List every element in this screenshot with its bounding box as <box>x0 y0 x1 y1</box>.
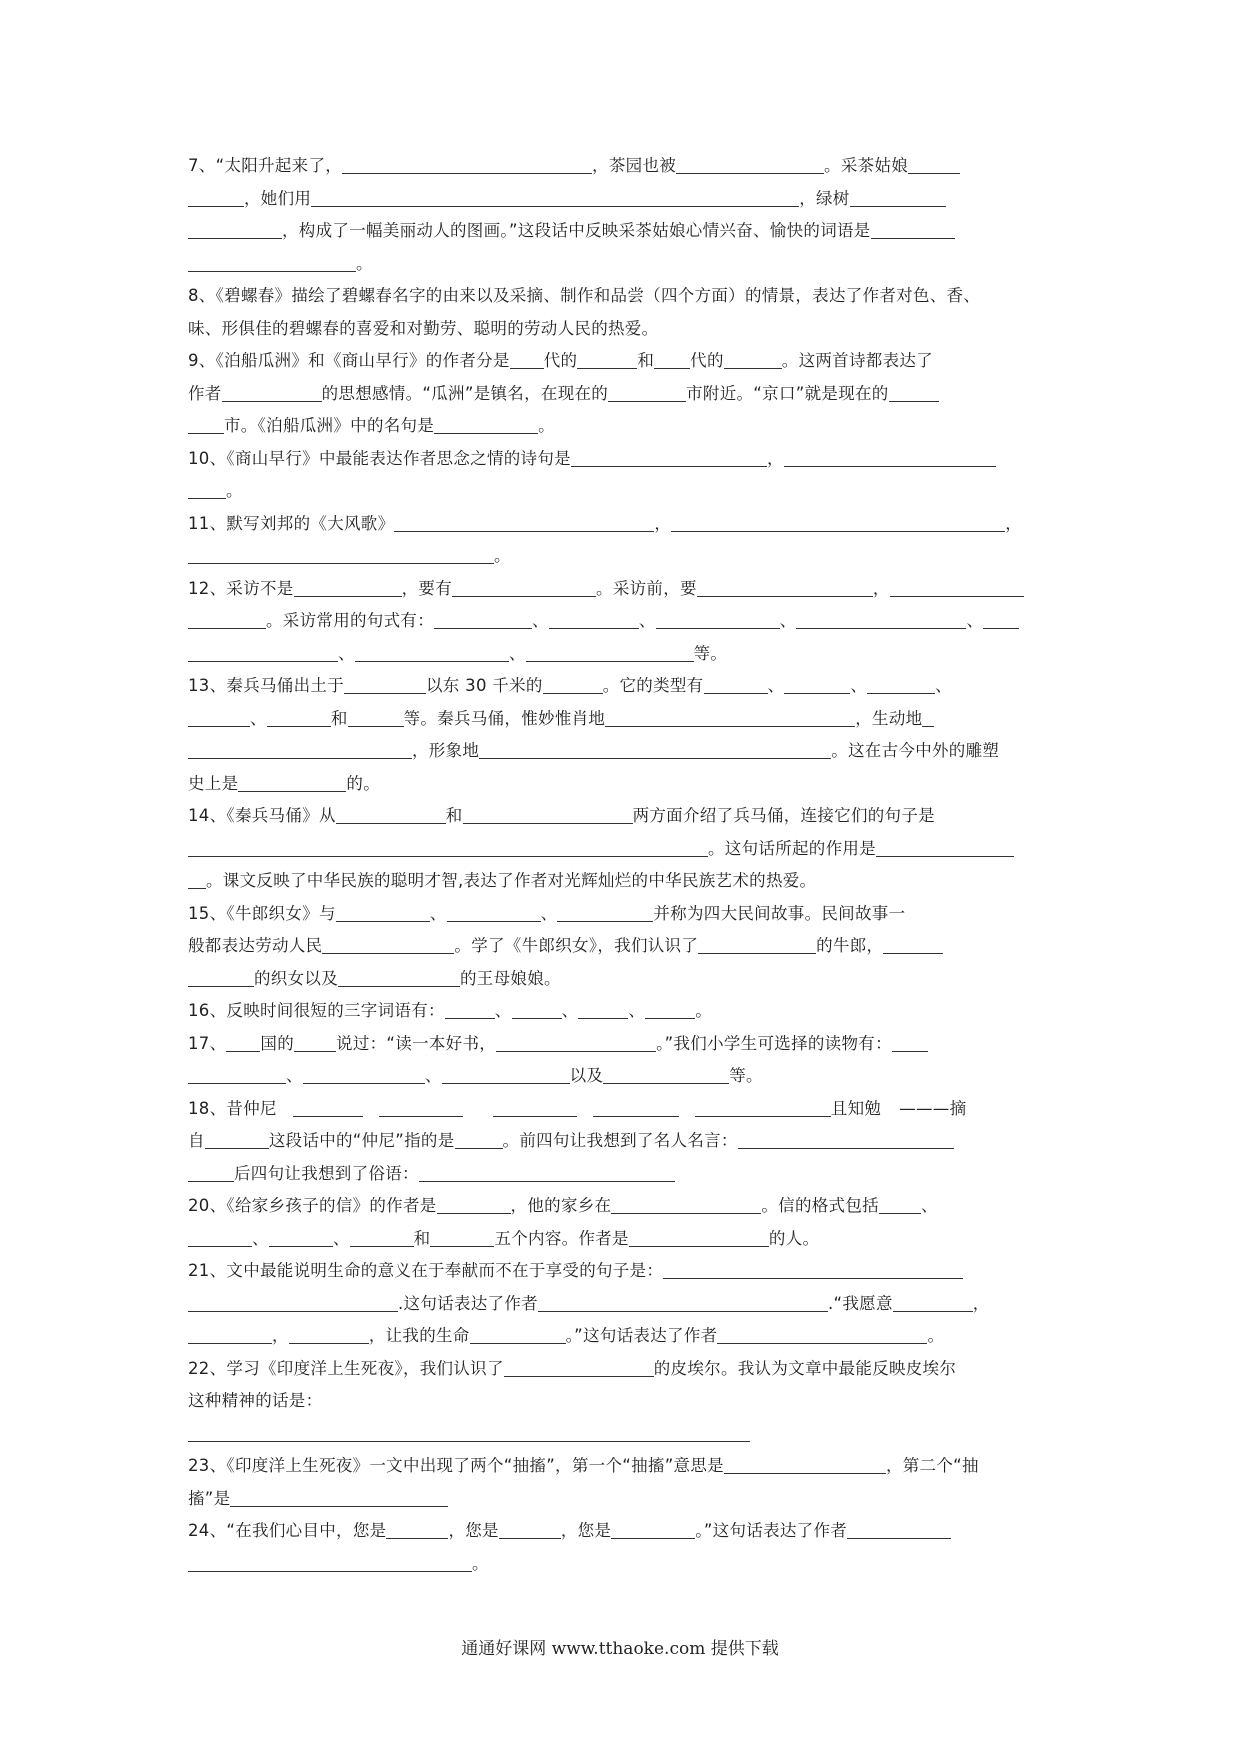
q15-blank-7[interactable] <box>338 964 460 987</box>
q10-blank-2b[interactable] <box>188 476 226 499</box>
q9-blank-5[interactable] <box>222 379 322 402</box>
q13-blank-9[interactable] <box>605 704 855 727</box>
q12-blank-4b[interactable] <box>188 606 266 629</box>
q7-blank-6[interactable] <box>871 216 955 239</box>
q7-blank-4[interactable] <box>311 184 799 207</box>
q10-line-1: 10、《商山早行》中最能表达作者思念之情的诗句是 ， <box>188 443 1058 476</box>
q15-blank-2[interactable] <box>447 899 541 922</box>
q18-blank-3[interactable] <box>493 1094 577 1117</box>
q11-blank-2[interactable] <box>671 509 1005 532</box>
q16-blank-4[interactable] <box>645 996 695 1019</box>
q17-blank-4b[interactable] <box>188 1061 286 1084</box>
q7-line-4: 。 <box>188 248 1058 281</box>
q15-line-2: 般都表达劳动人民 。学了《牛郎织女》，我们认识了 的牛郎， <box>188 930 1058 963</box>
q18-blank-9[interactable] <box>419 1159 675 1182</box>
q11-blank-1[interactable] <box>394 509 654 532</box>
q15-blank-1[interactable] <box>336 899 430 922</box>
q13-blank-10b[interactable] <box>188 736 412 759</box>
q20-blank-4[interactable] <box>188 1224 252 1247</box>
q21-line-1: 21、文中最能说明生命的意义在于奉献而不在于享受的句子是： <box>188 1255 1058 1288</box>
q18-blank-5[interactable] <box>695 1094 831 1117</box>
q13-blank-12[interactable] <box>238 769 346 792</box>
q7-blank-5b[interactable] <box>188 216 282 239</box>
q12-blank-2[interactable] <box>452 574 596 597</box>
q16-blank-1[interactable] <box>445 996 495 1019</box>
q12-blank-10[interactable] <box>355 639 509 662</box>
q24-blank-4b[interactable] <box>188 1549 472 1572</box>
q21-line-3: ， ，让我的生命 。”这句话表达了作者 。 <box>188 1320 1058 1353</box>
q18-blank-6[interactable] <box>205 1126 269 1149</box>
q12-blank-1[interactable] <box>294 574 402 597</box>
q9-blank-6[interactable] <box>608 379 686 402</box>
q23-line-1: 23、《印度洋上生死夜》一文中出现了两个“抽搐”，第一个“抽搐”意思是 ，第二个“抽 <box>188 1450 1058 1483</box>
q14-blank-4[interactable] <box>876 834 1014 857</box>
q12-blank-9[interactable] <box>983 606 1019 629</box>
q13-line-1: 13、秦兵马俑出土于 以东 30 千米的 。它的类型有 、 、 、 <box>188 670 1058 703</box>
q15-blank-6b[interactable] <box>188 964 254 987</box>
q20-blank-1[interactable] <box>437 1191 511 1214</box>
q21-blank-3[interactable] <box>893 1289 973 1312</box>
q14-line-1: 14、《秦兵马俑》从 和 两方面介绍了兵马俑，连接它们的句子是 <box>188 800 1058 833</box>
q13-blank-6[interactable] <box>188 704 250 727</box>
q13-blank-7[interactable] <box>267 704 331 727</box>
q11-line-1: 11、默写刘邦的《大风歌》 ， ， <box>188 508 1058 541</box>
q13-line-4: 史上是 的。 <box>188 768 1058 801</box>
q9-line-1: 9、《泊船瓜洲》和《商山早行》的作者分是 代的 和 代的 。这两首诗都表达了 <box>188 345 1058 378</box>
q17-line-1: 17、 国的 说过：“读一本好书， 。”我们小学生可选择的读物有： <box>188 1028 1058 1061</box>
q8-line-1: 8、《碧螺春》描绘了碧螺春名字的由来以及采摘、制作和品尝（四个方面）的情景，表达了作者对色、香、 <box>188 286 981 305</box>
q10-blank-1[interactable] <box>571 444 767 467</box>
q14-blank-4b[interactable] <box>188 866 206 889</box>
q22-line-3 <box>188 1418 1058 1451</box>
q18-blank-2[interactable] <box>379 1094 463 1117</box>
q12-line-1: 12、采访不是 ，要有 。采访前，要 ， <box>188 573 1058 606</box>
q24-line-2: 。 <box>188 1548 1058 1581</box>
q20-blank-6[interactable] <box>350 1224 414 1247</box>
q18-blank-4[interactable] <box>593 1094 679 1117</box>
q20-blank-7[interactable] <box>430 1224 494 1247</box>
q11-line-2: 。 <box>188 540 1058 573</box>
q22-line-2: 这种精神的话是： <box>188 1391 323 1410</box>
q16-blank-3[interactable] <box>578 996 628 1019</box>
q9-blank-7b[interactable] <box>188 411 224 434</box>
q23-line-2: 搐”是 <box>188 1483 1058 1516</box>
q13-blank-11[interactable] <box>479 736 831 759</box>
q14-blank-1[interactable] <box>336 801 446 824</box>
q13-line-2: 、 和 等。秦兵马俑，惟妙惟肖地 ，生动地 <box>188 703 1058 736</box>
q21-line-2: .这句话表达了作者 .“我愿意 ， <box>188 1288 1058 1321</box>
q7-line-1: 7、“太阳升起来了， ，茶园也被 。采茶姑娘 <box>188 150 1058 183</box>
q24-blank-3[interactable] <box>611 1516 695 1539</box>
q7-line-3: ，构成了一幅美丽动人的图画。”这段话中反映采茶姑娘心情兴奋、愉快的词语是 <box>188 215 1058 248</box>
q21-blank-1b[interactable] <box>188 1289 398 1312</box>
q15-blank-5[interactable] <box>698 931 816 954</box>
q21-blank-7[interactable] <box>717 1321 927 1344</box>
q12-blank-3[interactable] <box>697 574 873 597</box>
page-footer: 通通好课网 www.tthaoke.com 提供下载 <box>461 1639 779 1659</box>
q12-blank-8[interactable] <box>796 606 966 629</box>
q15-blank-3[interactable] <box>557 899 653 922</box>
q24-blank-4[interactable] <box>847 1516 951 1539</box>
q12-blank-9b[interactable] <box>188 639 338 662</box>
q7-blank-5[interactable] <box>850 184 946 207</box>
q13-blank-2[interactable] <box>543 671 603 694</box>
q12-line-2: 。采访常用的句式有： 、 、 、 、 <box>188 605 1058 638</box>
q10-line-2: 。 <box>188 475 1058 508</box>
q21-blank-5[interactable] <box>289 1321 369 1344</box>
q20-blank-8[interactable] <box>629 1224 769 1247</box>
q9-blank-4[interactable] <box>724 346 782 369</box>
q9-line-3: 市。《泊船瓜洲》中的名句是 。 <box>188 410 1058 443</box>
q9-blank-3[interactable] <box>654 346 690 369</box>
q21-blank-2[interactable] <box>538 1289 828 1312</box>
q13-blank-3[interactable] <box>704 671 768 694</box>
q23-blank-2[interactable] <box>230 1484 448 1507</box>
q20-blank-2[interactable] <box>611 1191 761 1214</box>
q17-blank-4[interactable] <box>892 1029 928 1052</box>
q17-blank-5[interactable] <box>303 1061 425 1084</box>
q17-blank-7[interactable] <box>603 1061 729 1084</box>
q13-blank-8[interactable] <box>348 704 404 727</box>
q18-blank-8[interactable] <box>738 1126 954 1149</box>
q12-blank-7[interactable] <box>656 606 780 629</box>
q16-blank-2[interactable] <box>512 996 562 1019</box>
q7-line-2: ，她们用 ，绿树 <box>188 183 1058 216</box>
q18-blank-1[interactable] <box>293 1094 363 1117</box>
q14-line-3: 。课文反映了中华民族的聪明才智,表达了作者对光辉灿烂的中华民族艺术的热爱。 <box>188 865 1058 898</box>
q17-line-2: 、 、 以及 等。 <box>188 1060 1058 1093</box>
q17-blank-1[interactable] <box>226 1029 260 1052</box>
q22-blank-1[interactable] <box>504 1354 654 1377</box>
q15-blank-6[interactable] <box>883 931 943 954</box>
q21-blank-6[interactable] <box>470 1321 566 1344</box>
q18-line-3: 后四句让我想到了俗语： <box>188 1158 1058 1191</box>
q8-line-2: 味、形俱佳的碧螺春的喜爱和对勤劳、聪明的劳动人民的热爱。 <box>188 318 659 338</box>
q9-line-2: 作者 的思想感情。“瓜洲”是镇名，在现在的 市附近。“京口”就是现在的 <box>188 378 1058 411</box>
q17-blank-3[interactable] <box>496 1029 656 1052</box>
q18-blank-8b[interactable] <box>188 1159 234 1182</box>
q12-blank-6[interactable] <box>549 606 639 629</box>
q14-line-2: 。这句话所起的作用是 <box>188 833 1058 866</box>
q15-line-3: 的织女以及 的王母娘娘。 <box>188 963 1058 996</box>
q12-blank-11[interactable] <box>526 639 694 662</box>
q17-blank-2[interactable] <box>294 1029 336 1052</box>
q7-blank-2[interactable] <box>676 151 824 174</box>
q11-blank-3[interactable] <box>188 541 494 564</box>
q14-blank-2[interactable] <box>463 801 633 824</box>
q14-blank-3[interactable] <box>188 834 708 857</box>
q13-blank-10[interactable] <box>922 704 934 727</box>
q12-line-3: 、 、 等。 <box>188 638 1058 671</box>
q18-line-2: 自 这段话中的“仲尼”指的是 。前四句让我想到了名人名言： <box>188 1125 1058 1158</box>
q12-blank-5[interactable] <box>434 606 532 629</box>
q15-line-1: 15、《牛郎织女》与 、 、 并称为四大民间故事。民间故事一 <box>188 898 1058 931</box>
q22-blank-2[interactable] <box>188 1419 750 1442</box>
worksheet <box>188 150 1058 1580</box>
q9-blank-7[interactable] <box>889 379 939 402</box>
q24-blank-2[interactable] <box>499 1516 561 1539</box>
q7-blank-3[interactable] <box>908 151 960 174</box>
q7-blank-6b[interactable] <box>188 249 356 272</box>
q24-blank-1[interactable] <box>386 1516 448 1539</box>
q7-blank-1[interactable] <box>342 151 592 174</box>
q22-line-1: 22、学习《印度洋上生死夜》，我们认识了 的皮埃尔。我认为文章中最能反映皮埃尔 <box>188 1353 1058 1386</box>
q13-line-3: ，形象地 。这在古今中外的雕塑 <box>188 735 1058 768</box>
q13-blank-4[interactable] <box>784 671 850 694</box>
q18-blank-7[interactable] <box>455 1126 503 1149</box>
q10-blank-2[interactable] <box>784 444 996 467</box>
q20-blank-3[interactable] <box>879 1191 921 1214</box>
q9-blank-8[interactable] <box>434 411 538 434</box>
q21-blank-4[interactable] <box>188 1321 272 1344</box>
q7-blank-3b[interactable] <box>188 184 244 207</box>
q12-blank-4[interactable] <box>890 574 1024 597</box>
q16-line-1: 16、反映时间很短的三字词语有： 、 、 、 。 <box>188 995 1058 1028</box>
q21-blank-1[interactable] <box>663 1256 963 1279</box>
q9-blank-1[interactable] <box>510 346 544 369</box>
q18-line-1: 18、昔仲尼 且知勉 ———摘 <box>188 1093 1058 1126</box>
q20-line-2: 、 、 和 五个内容。作者是 的人。 <box>188 1223 1058 1256</box>
q23-blank-1[interactable] <box>724 1451 886 1474</box>
q20-blank-5[interactable] <box>269 1224 333 1247</box>
q13-blank-1[interactable] <box>344 671 426 694</box>
q20-line-1: 20、《给家乡孩子的信》的作者是 ，他的家乡在 。信的格式包括 、 <box>188 1190 1058 1223</box>
q13-blank-5[interactable] <box>867 671 935 694</box>
q17-blank-6[interactable] <box>442 1061 570 1084</box>
q15-blank-4[interactable] <box>322 931 454 954</box>
q24-line-1: 24、“在我们心目中，您是 ，您是 ，您是 。”这句话表达了作者 <box>188 1515 1058 1548</box>
q9-blank-2[interactable] <box>577 346 637 369</box>
